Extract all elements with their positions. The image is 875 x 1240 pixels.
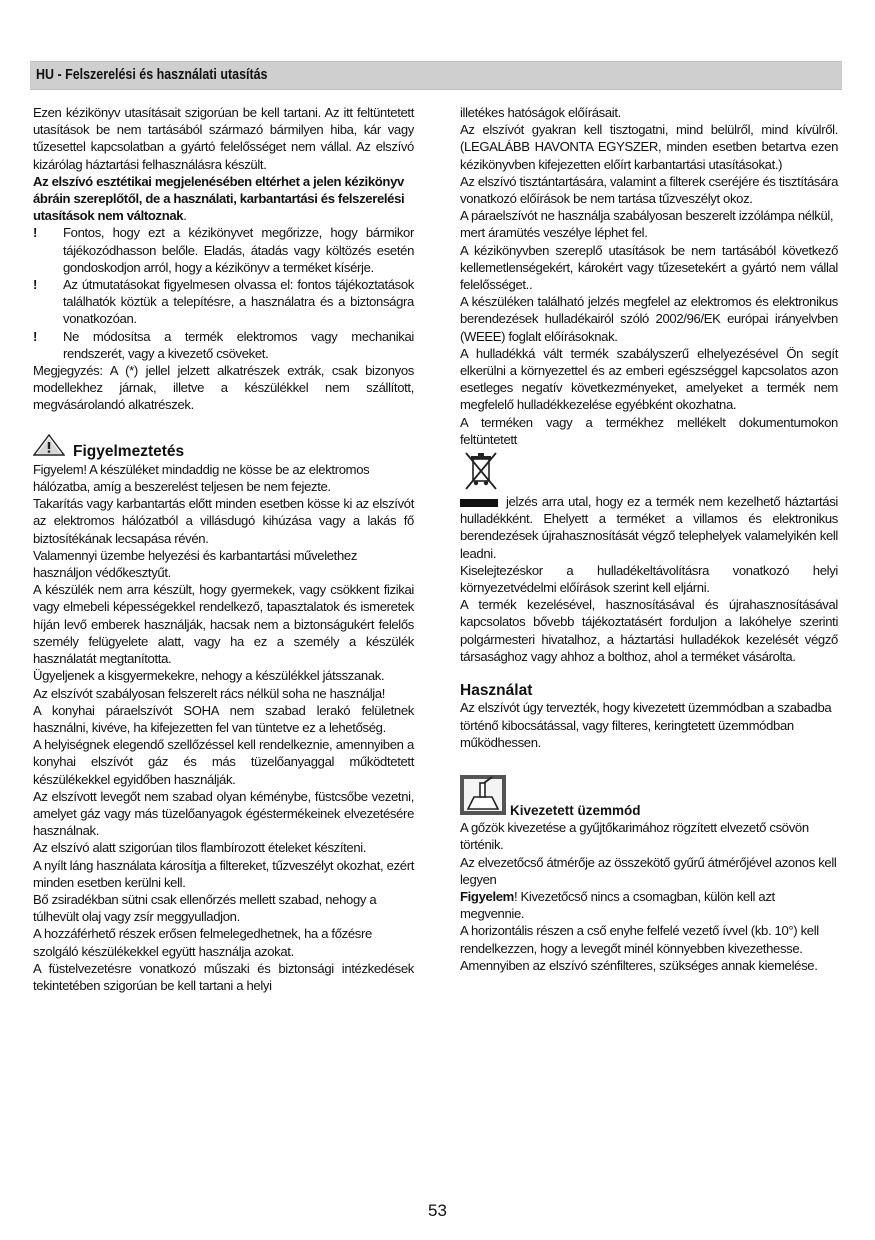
usage-paragraph: Az elszívót úgy tervezték, hogy kivezetett üzemmódban a szabadba történő kibocsátással, vagy filteres, keringtetett üzemmódban működhessen. [460,700,832,750]
right-column [460,104,838,974]
bullet-text: Fontos, hogy ezt a kézikönyvet megőrizze, hogy bármikor tájékozódhasson belőle. Eladás, átadás vagy költözés esetén gondoskodjon arról, hogy a kézikönyv a terméket kísérje. [63,225,414,275]
bullet-text: Az útmutatásokat figyelmesen olvassa el: fontos tájékoztatások találhatók köztük a telepítésre, a használatra és a biztonságra vonatkozóan. [63,277,414,327]
weee-bar-icon [460,499,498,507]
right-paragraph: Az elszívót gyakran kell tisztogatni, mind belülről, mind kívülről. (LEGALÁBB HAVONTA EGYSZER, minden esetben betartva ezen kézikönyvben kifejezetten előírt karbantartási utasításokat.) [460,122,838,172]
ducted-paragraph: A gőzök kivezetése a gyűjtőkarimához rögzített elvezető csövön történik. [460,820,809,853]
ducted-title: Kivezetett üzemmód [510,802,641,818]
right-paragraph: Az elszívó tisztántartására, valamint a filterek cseréjére és tisztítására vonatkozó előírások be nem tartása tűzveszélyt okoz. [460,173,838,207]
ducted-heading [460,771,838,819]
bullet-mark: ! [33,225,38,241]
warning-paragraph: A hozzáférhető részek erősen felmelegedhetnek, ha a főzésre szolgáló készülékekkel együtt használja azokat. [33,926,372,959]
ducted-paragraph: Az elvezetőcső átmérője az összekötő gyűrű átmérőjével azonos kell legyen [460,854,837,887]
caution-label: Figyelem [460,888,514,904]
bullet-item [33,276,414,328]
warning-paragraph: Ügyeljenek a kisgyermekekre, nehogy a készülékkel játsszanak. [33,668,385,684]
right-paragraph: A hulladékká vált termék szabályszerű elhelyezésével Ön segít elkerülni a környezettel és az emberi egészséggel kapcsolatos azon esetleges negatív következményeket, amelyeket a termék nem megfelelő hulladékkezelése egyébként okozhatna. [460,345,838,413]
section-header [30,61,842,90]
left-column [33,104,414,994]
warning-triangle-icon [33,434,65,460]
hood-duct-icon [460,771,506,819]
warning-paragraph: A készülék nem arra készült, hogy gyermekek, vagy csökkent fizikai vagy elmebeli képességekkel rendelkező, tapasztalatok és ismeretek híján levő emberek használják, hacsak nem a biztonságukért felelős személy felügyelete alatt, vagy ha ez a személy a készülék használatát megtanította. [33,582,414,667]
warning-paragraph: Az elszívott levegőt nem szabad olyan kéménybe, füstcsőbe vezetni, amelyet gáz vagy más tüzelőanyagok égéstermékeinek elvezetésére használnak. [33,788,414,839]
warning-paragraph: A konyhai páraelszívót SOHA nem szabad lerakó felületnek használni, kivéve, ha kifejezetten fel van tüntetve ez a lehetőség. [33,702,414,735]
intro-paragraph: Ezen kézikönyv utasításait szigorúan be kell tartani. Az itt feltüntetett utasítások be nem tartásából származó bármilyen hiba, kár vagy tűzesettel kapcsolatban a gyártó felelősséget nem vállal. Az elszívó kizárólag háztartási felhasználásra készült. [33,105,414,172]
ducted-paragraph: A horizontális részen a cső enyhe felfelé vezető ívvel (kb. 10°) kell rendelkezzen, hogy a levegőt minél könnyebben kivezethesse. [460,923,819,956]
bullet-item [33,328,414,362]
page-number: 53 [428,1201,447,1220]
warning-paragraph: Az elszívót szabályosan felszerelt rács nélkül soha ne használja! [33,685,386,701]
bullet-mark: ! [33,277,38,293]
right-paragraph: A páraelszívót ne használja szabályosan beszerelt izzólámpa nélkül, mert áramütés veszélye léphet fel. [460,208,834,241]
right-paragraph: A termék kezelésével, hasznosításával és újrahasznosításával kapcsolatos bővebb tájékoztatásért forduljon a lakóhelye szerinti polgármesteri hivatalhoz, a háztartási hulladékok kezelését végző társasághoz vagy ahhoz a bolthoz, ahol a terméket vásárolta. [460,597,838,664]
warning-paragraph: Figyelem! A készüléket mindaddig ne kösse be az elektromos hálózatba, amíg a beszerelést teljesen be nem fejezte. [33,461,370,495]
warning-paragraph: Az elszívó alatt szigorúan tilos flambírozott ételeket készíteni. [33,840,367,856]
right-paragraph: Kiselejtezéskor a hulladékeltávolításra vonatkozó helyi környezetvédelmi előírások szerint kell eljárni. [460,562,838,596]
weee-crossed-bin-icon [464,451,838,493]
right-paragraph: A terméken vagy a termékhez mellékelt dokumentumokon feltüntetett [460,414,838,447]
warning-paragraph: A nyílt láng használata károsítja a filtereket, tűzveszélyt okozhat, ezért minden esetben kerülni kell. [33,857,414,890]
warning-paragraph: A füstelvezetésre vonatkozó műszaki és biztonsági intézkedések tekintetében szigorúan be kell tartani a helyi [33,960,414,993]
bold-notice [33,173,414,225]
section-title: HU - Felszerelési és használati utasítás [36,67,268,83]
warning-title: Figyelmeztetés [73,442,185,460]
caution-paragraph [460,888,838,922]
usage-title: Használat [460,682,533,700]
ducted-paragraph: Amennyiben az elszívó szénfilteres, szükséges annak kiemelése. [460,957,818,973]
weee-text: jelzés arra utal, hogy ez a termék nem kezelhető háztartási hulladékként. Ehelyett a terméket a villamos és elektronikus berendezések újrahasznosítását végző telephelyek valamelyikén kell leadni. [460,494,838,561]
bullet-mark: ! [33,328,38,344]
right-paragraph: A készüléken található jelzés megfelel az elektromos és elektronikus berendezések hulladékairól szóló 2002/96/EK európai irányelvben (WEEE) foglalt előírásoknak. [460,294,838,344]
warning-paragraph: A helyiségnek elegendő szellőzéssel kell rendelkeznie, amennyiben a konyhai elszívót gáz és más tüzelőanyaggal működtetett készülékekkel egyidőben használják. [33,737,414,787]
crossed-bin-icon [464,451,498,491]
weee-paragraph [460,493,838,562]
note-paragraph: Megjegyzés: A (*) jellel jelzett alkatrészek extrák, csak bizonyos modellekhez járnak, illetve a készülékkel nem szállított, megvásárolandó alkatrészek. [33,363,414,413]
right-paragraph: A kézikönyvben szereplő utasítások be nem tartásából következő kellemetlenségekért, károkért vagy tűzesetekért a gyártó nem vállal felelősséget.. [460,242,838,293]
warning-paragraph: Bő zsiradékban sütni csak ellenőrzés mellett szabad, nehogy a túlhevült olaj vagy zsír meggyulladjon. [33,891,377,925]
caution-text: ! Kivezetőcső nincs a csomagban, külön kell azt megvennie. [460,888,775,922]
warning-paragraph: Takarítás vagy karbantartás előtt minden esetben kösse ki az elszívót az elektromos hálózatból a villásdugó kihúzása vagy a lakás fő biztosítékának lecsapása révén. [33,496,414,546]
bold-notice-text: Az elszívó esztétikai megjelenésében eltérhet a jelen kézikönyv ábráin szereplőtől, de a használati, karbantartási és felszerelési utasítások nem változnak [33,173,405,224]
warning-paragraph: Valamennyi üzembe helyezési és karbantartási művelethez használjon védőkesztyűt. [33,547,358,581]
bullet-text: Ne módosítsa a termék elektromos vagy mechanikai rendszerét, vagy a kivezető csöveket. [63,328,414,361]
right-paragraph: illetékes hatóságok előírásait. [460,105,621,120]
bold-notice-end: . [183,208,187,224]
bullet-item [33,224,414,276]
warning-heading [33,434,414,460]
